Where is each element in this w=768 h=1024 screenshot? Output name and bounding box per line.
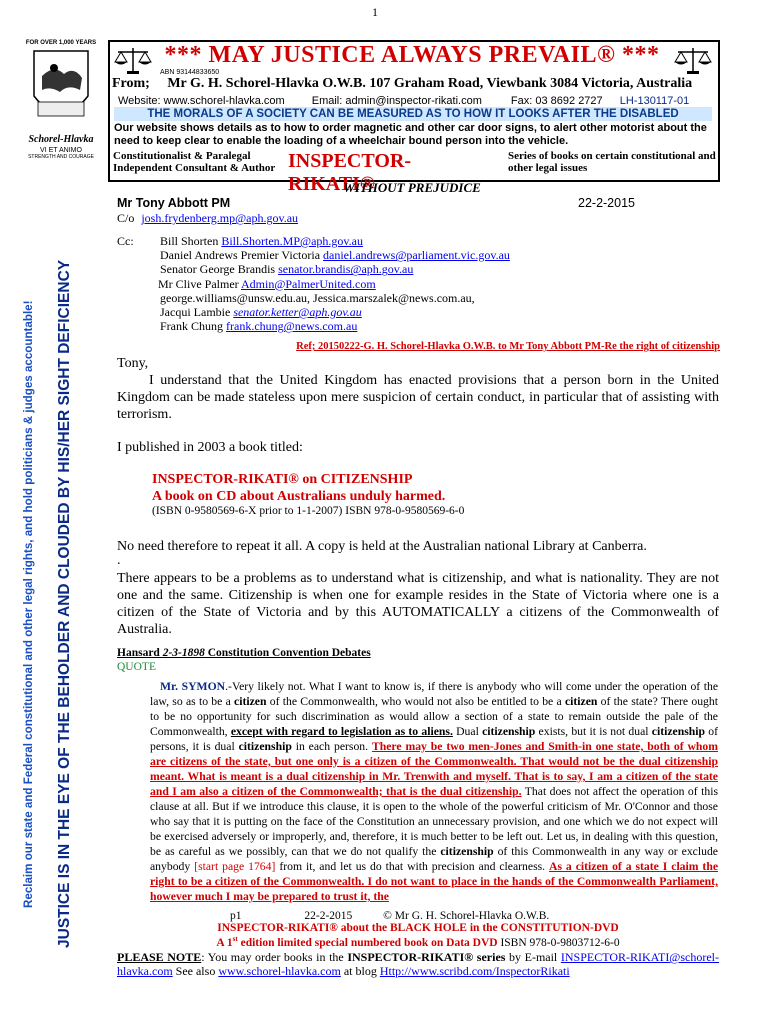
care-of-line — [117, 211, 298, 225]
cc-email[interactable]: senator.brandis@aph.gov.au — [278, 262, 414, 277]
please-note: PLEASE NOTE: You may order books in the INSPECTOR-RIKATI® series by E-mail INSPECTOR-RIKATI@schorel-hlavka.com See also www.schorel-hlavka.com at blog Http://www.scribd.com/InspectorRikati — [117, 950, 720, 978]
paragraph-4: There appears to be a problems as to understand what is citizenship, and what is nationality. They are not one and the same. Citizenship is when one for example resides in the State of Victoria where one is a citizen of the State of Victoria and by this AUTOMATICALLY a citizens of the Commonwealth of Australia. — [117, 571, 719, 637]
banner-reclaim: Reclaim our state and Federal constitutional and other legal rights, and hold politicians & judges accountable! — [22, 300, 35, 908]
blog-link[interactable]: Http://www.scribd.com/InspectorRikati — [379, 964, 570, 978]
from-label: From; — [112, 76, 150, 91]
morals-banner: THE MORALS OF A SOCIETY CAN BE MEASURED AS TO HOW IT LOOKS AFTER THE DISABLED — [114, 107, 712, 121]
dot-line: . — [117, 553, 121, 568]
banner-justice: JUSTICE IS IN THE EYE OF THE BEHOLDER AND CLOUDED BY HIS/HER SIGHT DEFICIENCY — [56, 259, 73, 949]
paragraph-2: I published in 2003 a book titled: — [117, 440, 303, 455]
inspector-rikati-brand: INSPECTOR-RIKATI® — [288, 150, 411, 195]
fax-text: Fax: 03 8692 2727 — [510, 95, 603, 107]
logo-top-text: FOR OVER 1,000 YEARS — [25, 40, 97, 46]
logo-motto-translation: STRENGTH AND COURAGE — [28, 154, 94, 160]
website-link[interactable]: www.schorel-hlavka.com — [218, 964, 341, 978]
cc-item: Daniel Andrews Premier Victoria daniel.andrews@parliament.vic.gov.au — [160, 248, 510, 263]
footer-line-1: p1 22-2-2015 © Mr G. H. Schorel-Hlavka O.W.B. — [230, 910, 550, 922]
from-text: Mr G. H. Schorel-Hlavka O.W.B. 107 Graham Road, Viewbank 3084 Victoria, Australia — [167, 76, 693, 91]
letter-date: 22-2-2015 — [578, 196, 635, 210]
book-isbn: (ISBN 0-9580569-6-X prior to 1-1-2007) ISBN 978-0-9580569-6-0 — [152, 505, 465, 517]
contact-line — [112, 95, 716, 107]
care-of-label: C/o — [117, 211, 135, 225]
ref-code: LH-130117-01 — [619, 95, 690, 107]
cc-label: Cc: — [117, 234, 134, 248]
crest-icon — [24, 46, 98, 136]
cc-email[interactable]: Bill.Shorten.MP@aph.gov.au — [221, 234, 363, 248]
page-number: 1 — [372, 5, 378, 19]
cc-email[interactable]: daniel.andrews@parliament.vic.gov.au — [323, 248, 510, 263]
salutation: Tony, — [117, 356, 149, 371]
cc-item: Senator George Brandis senator.brandis@aph.gov.au — [160, 262, 414, 277]
order-email-link[interactable]: INSPECTOR-RIKATI@schorel-hlavka.com — [117, 950, 720, 978]
speaker-name: Mr. SYMON — [160, 680, 226, 693]
care-of-email[interactable]: josh.frydenberg.mp@aph.gov.au — [141, 211, 299, 225]
footer-line-3: A 1st edition limited special numbered book on Data DVD ISBN 978-0-9803712-6-0 — [216, 935, 620, 949]
without-prejudice: WITHOUT PREJUDICE — [343, 180, 481, 195]
family-crest-logo — [24, 40, 98, 172]
email-text: Email: admin@inspector-rikati.com — [311, 95, 482, 107]
website-shows-text: Our website shows details as to how to order magnetic and other car door signs, to alert other motorist about the need to keep clear to enable the loading of a wheelchair bound person into the vehicle. — [114, 122, 707, 147]
letterhead-title: *** MAY JUSTICE ALWAYS PREVAIL® *** — [164, 42, 660, 68]
cc-item: Frank Chung frank.chung@news.com.au — [160, 319, 358, 334]
cc-email[interactable]: senator.ketter@aph.gov.au — [233, 305, 362, 320]
logo-name: Schorel-Hlavka — [28, 134, 94, 145]
website-text: Website: www.schorel-hlavka.com — [118, 95, 285, 107]
paragraph-3: No need therefore to repeat it all. A copy is held at the Australian national Library at Canberra. — [117, 539, 647, 554]
addressee: Mr Tony Abbott PM — [117, 196, 231, 210]
footer-line-2: INSPECTOR-RIKATI® about the BLACK HOLE in the CONSTITUTION-DVD — [217, 922, 619, 934]
cc-email[interactable]: frank.chung@news.com.au — [226, 319, 358, 334]
cc-list — [160, 234, 510, 333]
quote-label: QUOTE — [117, 661, 156, 673]
cc-item: Bill Shorten Bill.Shorten.MP@aph.gov.au — [160, 234, 363, 248]
cc-email[interactable]: Admin@PalmerUnited.com — [241, 276, 376, 291]
sender-address — [112, 76, 716, 92]
quote-body: Mr. SYMON.-Very likely not. What I want to know is, if there is anybody who will come under the operation of the law, so as to be a citizen of the Commonwealth, who would not also be entitled to be a citizen of the state? There ought to be no opportunity for such discrimination as would allow a section of a state to remain outside the pale of the Commonwealth, except with regard to legislation as to aliens. Dual citizenship exists, but it is not dual citizenship of persons, it is dual citizenship in each person. There may be two men-Jones and Smith-in one state, both of whom are citizens of the state, but one only is a citizen of the Commonwealth. That would not be the dual citizenship meant. What is meant is a dual citizenship in Mr. Trenwith and myself. That is to say, I am a citizen of the state and I am also a citizen of the Commonwealth; that is the dual citizenship. That does not affect the operation of this clause at all. But if we introduce this clause, it is open to the whole of the powerful criticism of Mr. O'Connor and those who say that it is putting on the face of the Constitution an unnecessary provision, and one which we do not expect will be exercised adversely or improperly, and, therefore, it is much better to be left out. Let us, in dealing with this question, be as careful as we possibly, can that we do not qualify the citizenship of this Commonwealth in any way or exclude anybody [start page 1764] from it, and let us do that with precision and clearness. As a citizen of a state I claim the right to be a citizen of the Commonwealth. I do not want to place in the hands of the Commonwealth Parliament, however much I may be prepared to trust it, the — [150, 680, 719, 903]
paragraph-1: I understand that the United Kingdom has enacted provisions that a person born in the United Kingdom can be made stateless upon mere suspicion of certain conduct, in particular that of assisting with terrorism. — [117, 373, 719, 422]
cc-item: Mr Clive Palmer Admin@PalmerUnited.com — [158, 276, 376, 291]
series-text: Series of books on certain constitutional and other legal issues — [508, 150, 716, 174]
hansard-heading: Hansard 2-3-1898 Constitution Convention Debates — [117, 647, 371, 659]
book-title-1: INSPECTOR-RIKATI® on CITIZENSHIP — [152, 472, 413, 487]
constitutionalist-text: Constitutionalist & Paralegal Independent Consultant & Author — [113, 150, 276, 174]
cc-item: Jacqui Lambie senator.ketter@aph.gov.au — [160, 305, 362, 320]
book-title-2: A book on CD about Australians unduly harmed. — [152, 489, 446, 504]
reference-line: Ref; 20150222-G. H. Schorel-Hlavka O.W.B. to Mr Tony Abbott PM-Re the right of citizenship — [296, 341, 720, 352]
abn: ABN 93144833650 — [160, 69, 220, 76]
logo-motto: VI ET ANIMO — [40, 147, 82, 154]
cc-item: george.williams@unsw.edu.au, Jessica.marszalek@news.com.au, — [160, 290, 475, 305]
